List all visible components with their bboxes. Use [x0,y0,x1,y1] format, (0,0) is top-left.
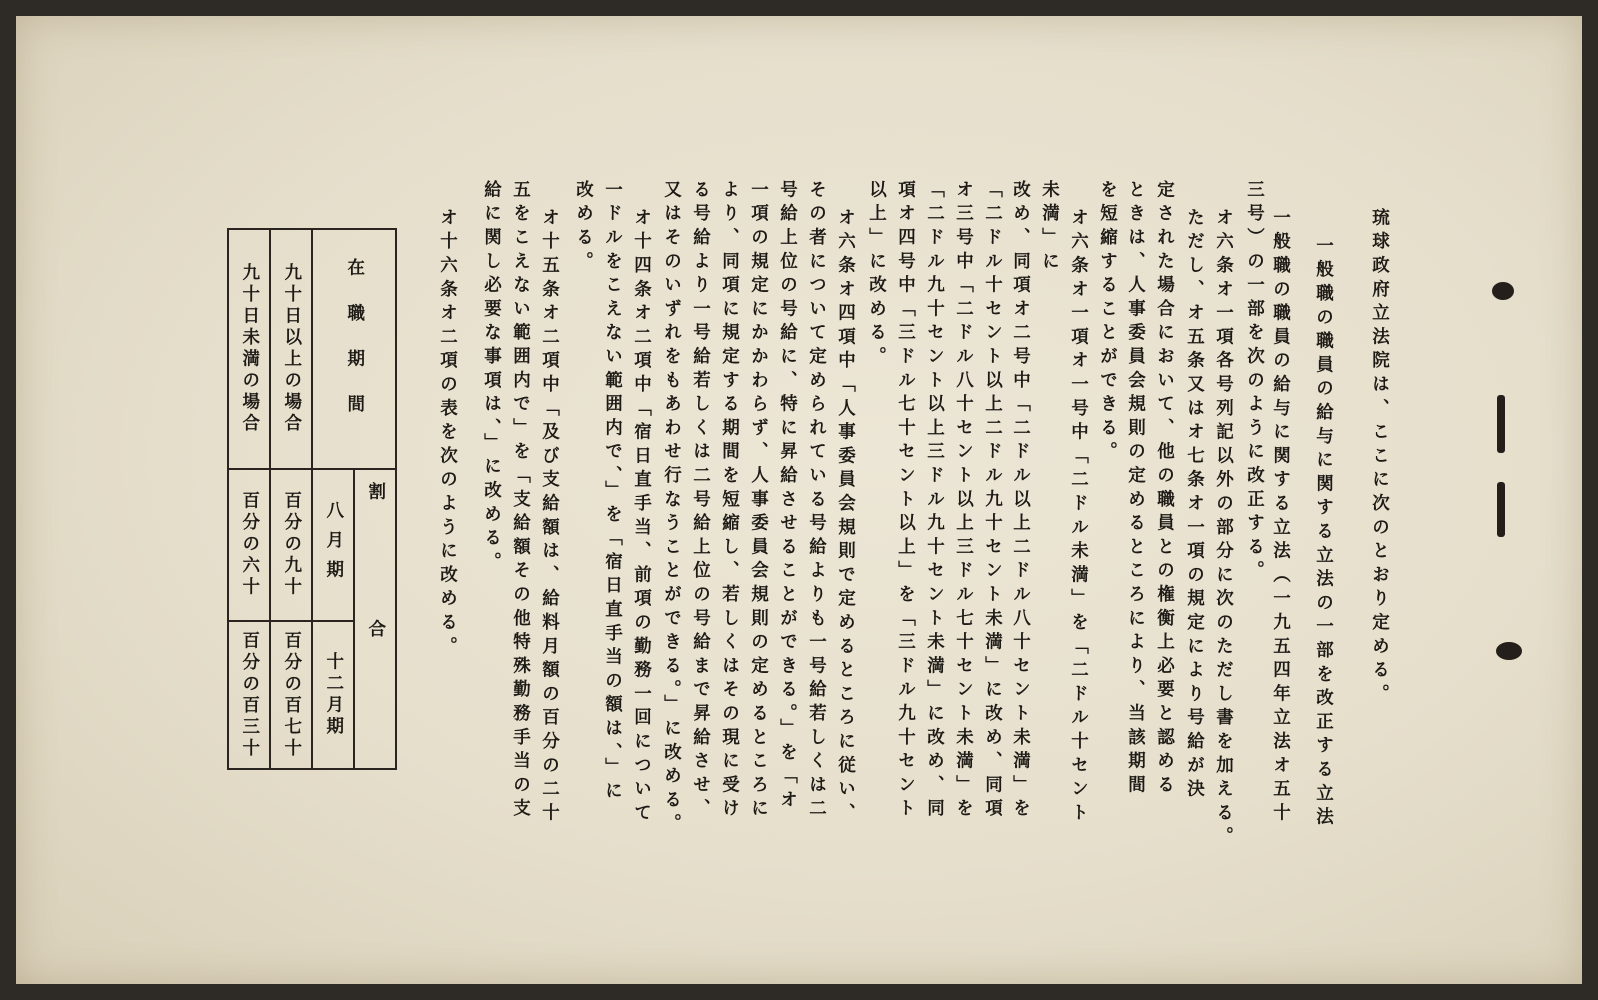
table-header-cell [312,469,354,621]
text-column: その者について定められている号給よりも一号給若しくは二 [806,180,827,823]
text-column: 一ドルをこえない範囲内で、」を「宿日直手当の額は、」に [602,180,623,806]
table-header-december: 十二月期 [323,652,344,738]
text-column: 又はそのいずれをもあわせ行なうことができる。」に改める。 [661,180,682,838]
bonus-ratio-table [227,228,397,770]
text-column: 未満」に [1039,180,1060,276]
table-header-ratio: 割合 [365,481,386,757]
binding-hole-mark-2 [1497,482,1505,537]
table-cell-december: 百分の百三十 [239,630,260,760]
table-cell-december: 百分の百七十 [281,630,302,760]
text-column: オ十四条オ二項中「宿日直手当、前項の勤務一回について [631,208,652,827]
text-column: 改める。 [573,180,594,276]
binding-hole-bottom [1496,642,1522,660]
table-cell-august: 百分の六十 [239,491,260,599]
text-column: 定された場合において、他の職員との権衡上必要と認める [1154,180,1175,799]
text-column: 号給上位の号給に、特に昇給させることができる。」を「オ [777,180,798,814]
text-column: より、同項に規定する期間を短縮し、若しくはその現に受け [719,180,740,823]
text-column: 三号）の一部を次のように改正する。 [1244,180,1265,585]
table-row-label [270,229,312,469]
text-column: 項オ四号中「三ドル七十セント以上」を「三ドル九十セント [895,180,916,823]
text-column: オ十五条オ二項中「及び支給額は、給料月額の百分の二十 [539,208,560,827]
table-cell [270,621,312,769]
text-column: を短縮することができる。 [1097,180,1118,466]
table-header-period: 在職期間 [344,258,365,440]
text-column: 以上」に改める。 [866,180,887,371]
text-column: オ六条オ一項各号列記以外の部分に次のただし書を加える。 [1213,208,1234,851]
text-column: ただし、オ五条又はオ七条オ一項の規定により号給が決 [1184,208,1205,803]
text-column: オ十六条オ二項の表を次のように改める。 [437,208,458,661]
table-header-cell [312,621,354,769]
table-cell-august: 百分の九十 [281,491,302,599]
table-cell [270,469,312,621]
text-column: る号給より一号給若しくは二号給上位の号給まで昇給させ、 [690,180,711,823]
table-header-ratio-cell [354,469,396,769]
text-column: 一般職の職員の給与に関する立法（一九五四年立法オ五十 [1270,208,1291,827]
text-column: ときは、人事委員会規則の定めるところにより、当該期間 [1125,180,1146,799]
text-column: 一項の規定にかかわらず、人事委員会規則の定めるところに [748,180,769,823]
table-cell-period: 九十日以上の場合 [281,263,302,435]
binding-hole-mark-1 [1497,395,1505,453]
text-column: 五をこえない範囲内で」を「支給額その他特殊勤務手当の支 [510,180,531,823]
table-header-period-cell [312,229,396,469]
text-column: 一般職の職員の給与に関する立法の一部を改正する立法 [1313,236,1334,831]
text-column: 改め、同項オ二号中「二ドル以上二ドル八十セント未満」を [1010,180,1031,823]
text-column: オ三号中「二ドル八十セント以上三ドル七十セント未満」を [953,180,974,823]
table-cell-period: 九十日未満の場合 [239,263,260,435]
text-column: 「二ドル十セント以上二ドル九十セント未満」に改め、同項 [982,180,1003,823]
table-cell [228,621,270,769]
table-header-august: 八月期 [323,500,344,590]
text-column: 給に関し必要な事項は、」に改める。 [481,180,502,576]
text-column: 「二ドル九十セント以上三ドル九十セント未満」に改め、同 [924,180,945,823]
text-column: 琉球政府立法院は、ここに次のとおり定める。 [1369,208,1390,708]
table-row-label [228,229,270,469]
text-column: オ六条オ一項オ一号中「二ドル未満」を「二ドル十セント [1068,208,1089,827]
text-column: オ六条オ四項中「人事委員会規則で定めるところに従い、 [835,208,856,827]
binding-hole-top [1492,282,1514,300]
table-cell [228,469,270,621]
